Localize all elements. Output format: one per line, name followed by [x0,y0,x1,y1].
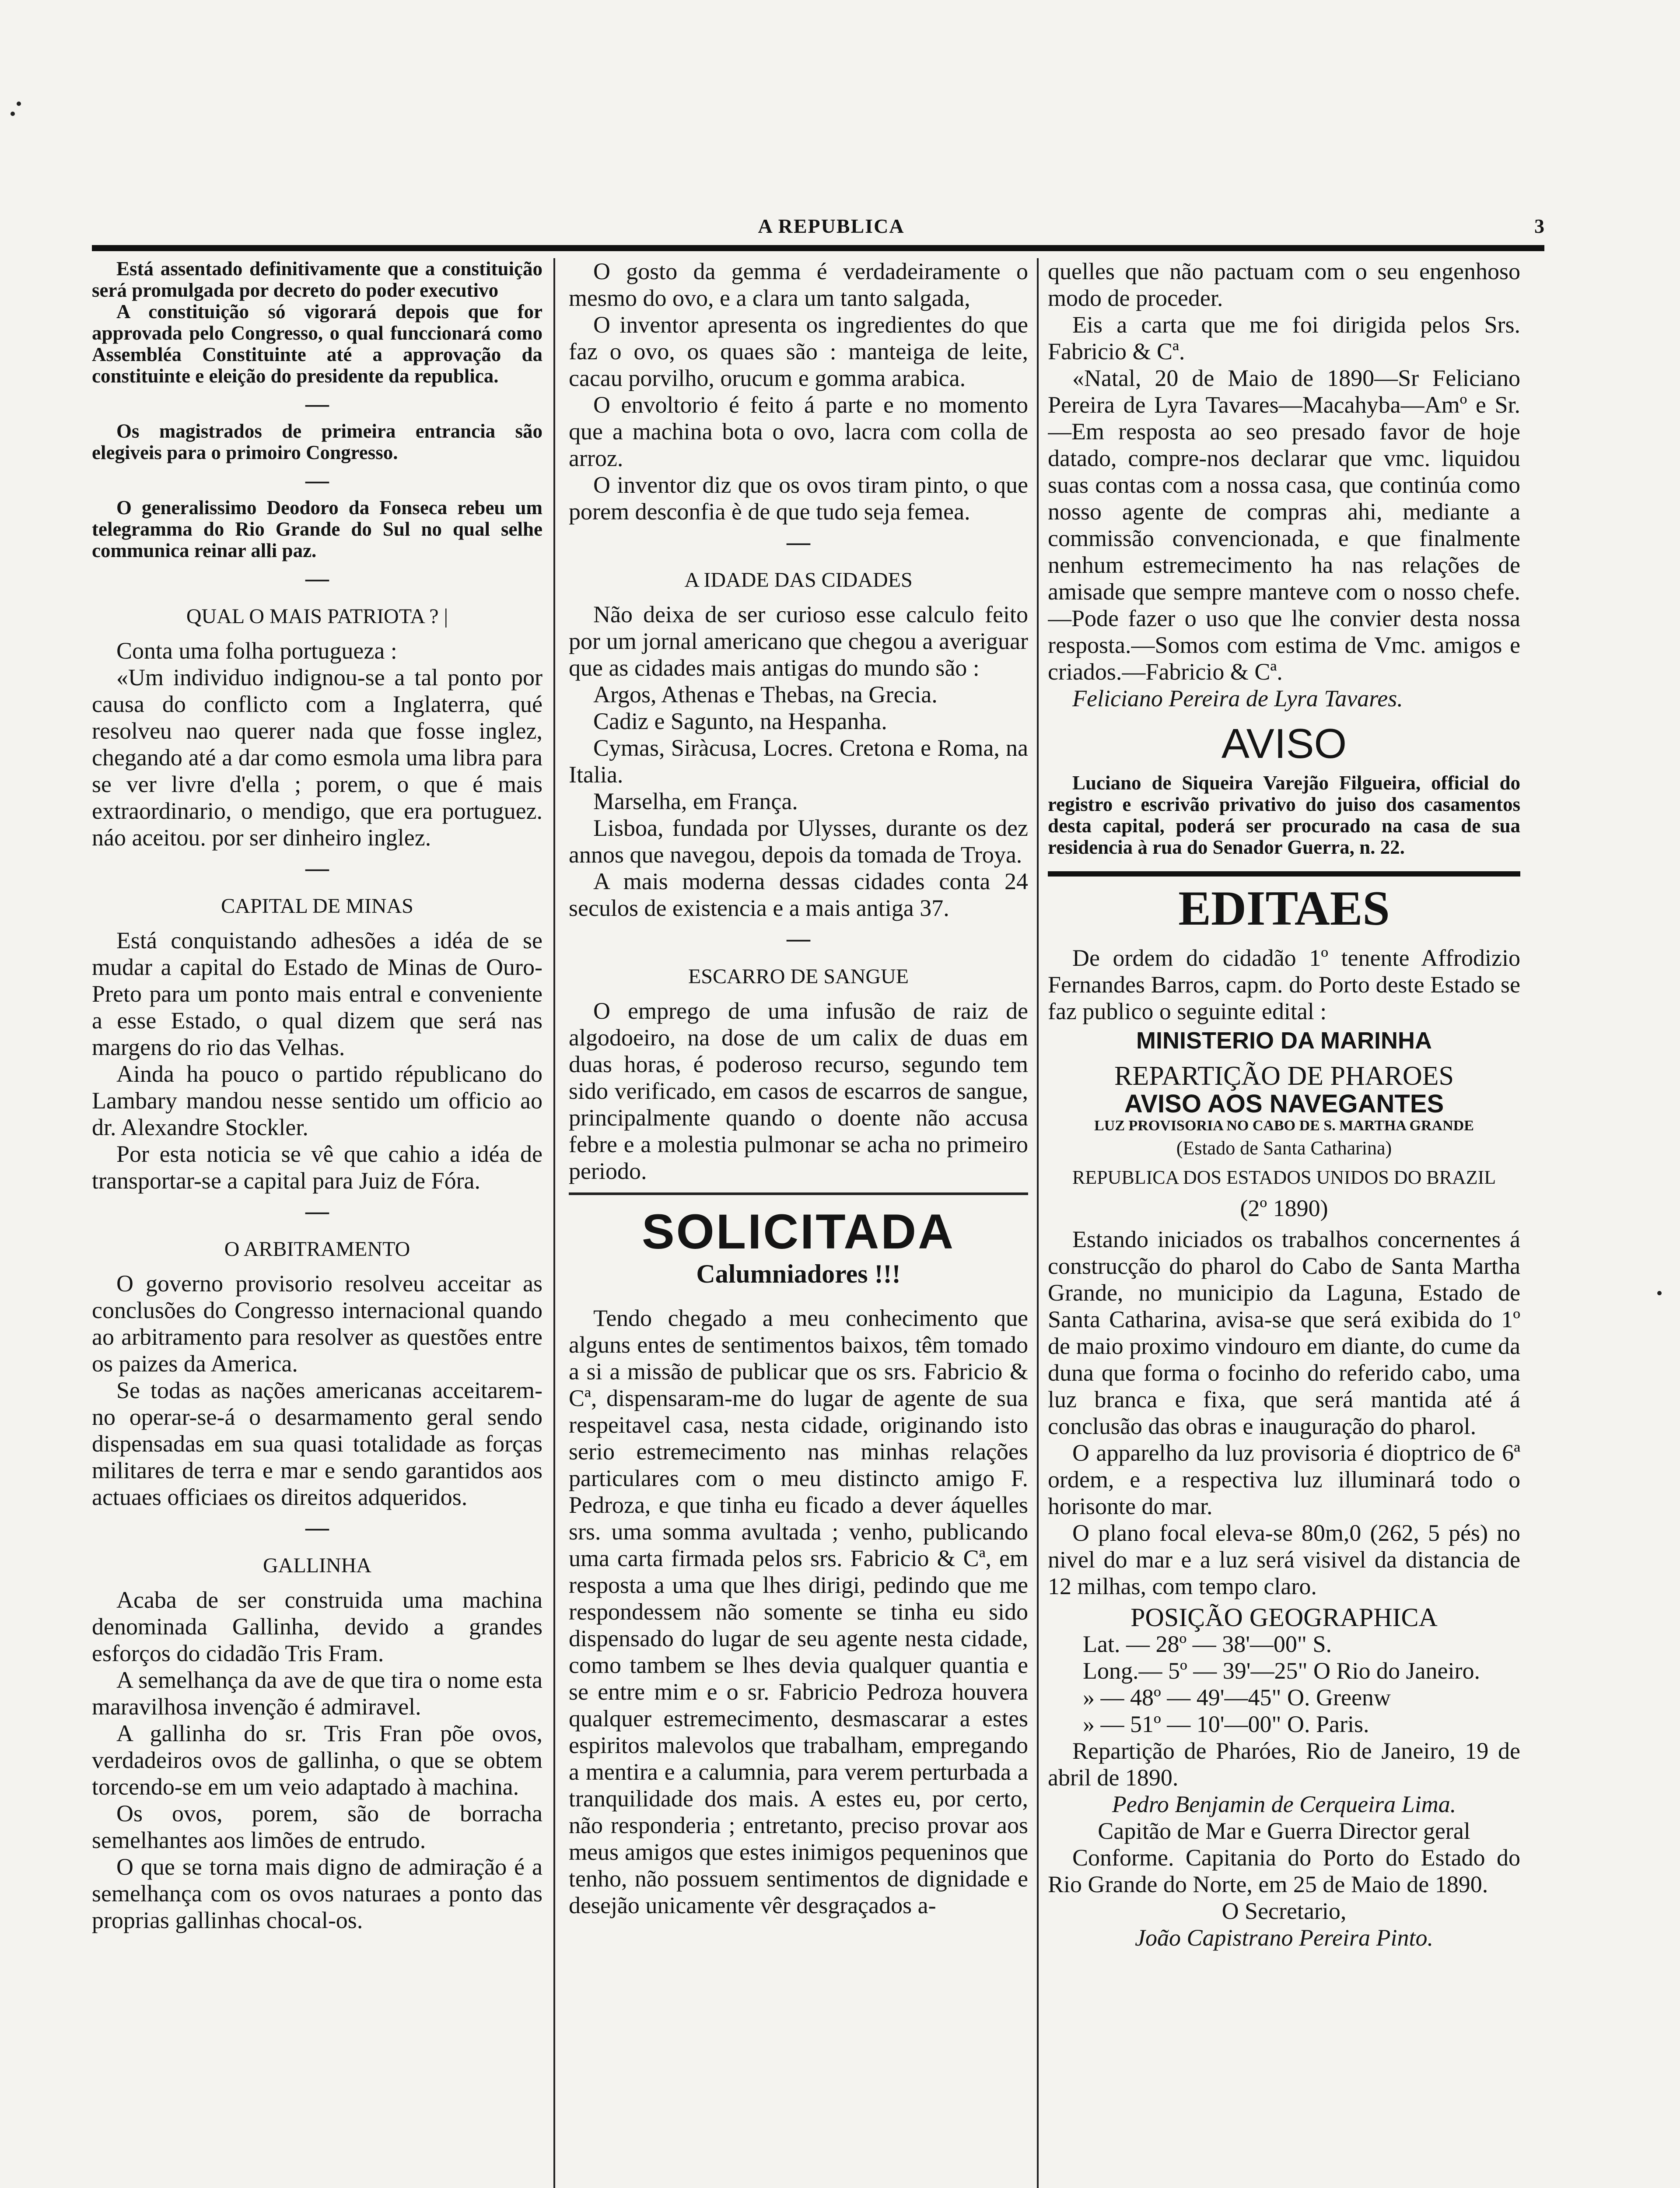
coordinate-line: Lat. — 28º — 38'—00" S. [1083,1631,1332,1657]
ink-speck [10,112,15,116]
article-paragraph: A constituição só vigorará depois que for approvada pelo Congresso, o qual funccionará como Assembléa Constituinte até a approvação da constituinte e eleição do presidente da republica. [92,301,542,387]
separator: — [305,1198,329,1224]
separator: — [305,1514,329,1540]
article-paragraph: Os ovos, porem, são de borracha semelhantes aos limões de entrudo. [92,1800,542,1853]
article-paragraph: Acaba de ser construida uma machina denominada Gallinha, devido a grandes esforços do cidadão Tris Fram. [92,1587,542,1666]
state-subheading: (Estado de Santa Catharina) [1176,1137,1392,1159]
separator: — [305,855,329,881]
separator: — [305,390,329,417]
signature-title: Capitão de Mar e Guerra Director geral [1098,1818,1470,1844]
article-paragraph: Está assentado definitivamente que a constituição será promulgada por decreto do poder executivo [92,258,542,301]
article-paragraph: Os magistrados de primeira entrancia são elegiveis para o primoiro Congresso. [92,420,542,463]
article-paragraph: O que se torna mais digno de admiração é a semelhança com os ovos naturaes a ponto das proprias gallinhas chocal-os. [92,1854,542,1933]
article-paragraph: Marselha, em França. [593,788,798,814]
column-1 [92,258,542,2188]
aviso-heading: AVISO [1221,720,1347,767]
article-paragraph: Cadiz e Sagunto, na Hespanha. [593,708,887,734]
edict-paragraph: O apparelho da luz provisoria é dioptrico de 6ª ordem, e a respectiva luz illuminará todo o horisonte do mar. [1048,1440,1520,1519]
letter-paragraph: «Natal, 20 de Maio de 1890—Sr Feliciano Pereira de Lyra Tavares—Macahyba—Amº e Sr.—Em resposta ao seo presado favor de hoje datado, compre-nos declarar que vmc. liquidou suas contas com a nossa casa, que continúa como nosso agente de compras ahi, mediante a commissão convencionada, e que finalmente nenhum estremecimento ha nas relações de amisade que sempre manteve com o nosso chefe.—Pode fazer o uso que lhe convier desta nossa resposta.—Somos com estima de Vmc. amigos e criados.—Fabricio & Cª. [1048,365,1520,685]
article-paragraph: O inventor apresenta os ingredientes do que faz o ovo, os quaes são : manteiga de leite, cacau porvilho, orucum e gomma arabica. [569,312,1028,391]
column-rule [1037,258,1039,2188]
article-paragraph: O envoltorio é feito á parte e no momento que a machina bota o ovo, lacra com colla de arroz. [569,392,1028,471]
separator: — [305,565,329,591]
article-paragraph: Eis a carta que me foi dirigida pelos Srs. Fabricio & Cª. [1048,312,1520,365]
article-paragraph: quelles que não pactuam com o seu engenhoso modo de proceder. [1048,258,1520,311]
notice-number: (2º 1890) [1240,1195,1328,1221]
article-paragraph: O generalissimo Deodoro da Fonseca rebeu um telegramma do Rio Grande do Sul no qual selhe communica reinar alli paz. [92,497,542,561]
edict-paragraph: Estando iniciados os trabalhos concernentes á construcção do pharol do Cabo de Santa Martha Grande, no municipio da Laguna, Estado de Santa Catharina, avisa-se que será exibida do 1º de maio proximo vindouro em diante, do cume da duna que forma o focinho do referido cabo, uma luz branca e fixa, que será mantida até á conclusão das obras e inauguração do pharol. [1048,1226,1520,1439]
edict-paragraph: De ordem do cidadão 1º tenente Affrodizio Fernandes Barros, capm. do Porto deste Estado se faz publico o seguinte edital : [1048,945,1520,1024]
article-paragraph: O gosto da gemma é verdadeiramente o mesmo do ovo, e a clara um tanto salgada, [569,258,1028,311]
page-number: 3 [1534,215,1544,237]
coordinate-line: » — 48º — 49'—45" O. Greenw [1083,1684,1391,1711]
article-paragraph: Ainda ha pouco o partido républicano do Lambary mandou nesse sentido um officio ao dr. Alexandre Stockler. [92,1061,542,1140]
article-paragraph: Cymas, Siràcusa, Locres. Cretona e Roma, na Italia. [569,735,1028,788]
coordinate-line: Long.— 5º — 39'—25" O Rio do Janeiro. [1083,1658,1480,1684]
calumniadores-heading: Calumniadores !!! [696,1259,901,1288]
column-rule [553,258,555,2188]
notice-paragraph: Luciano de Siqueira Varejão Filgueira, official do registro e escrivão privativo do juiso dos casamentos desta capital, poderá ser procurado na casa de sua residencia à rua do Senador Guerra, n. 22. [1048,772,1520,858]
article-paragraph: Não deixa de ser curioso esse calculo feito por um jornal americano que chegou a averiguar que as cidades mais antigas do mundo são : [569,601,1028,681]
article-paragraph: Tendo chegado a meu conhecimento que alguns entes de sentimentos baixos, têm tomado a si a missão de publicar que os srs. Fabricio & Cª, dispensaram-me do lugar de agente de sua respeitavel casa, nesta cidade, originando isto serio estremecimento nas minhas relações particulares com o meu distincto amigo F. Pedroza, e que tinha eu ficado a dever áquelles srs. uma somma avultada ; venho, publicando uma carta firmada pelos srs. Fabricio & Cª, em resposta a uma que lhes dirigi, pedindo que me respondessem não somente se tinha eu sido dispensado do lugar de seu agente nesta cidade, como tambem se lhes devia qualquer quantia e se entre mim e o sr. Fabricio Pedroza houvera qualquer estremecimento, desmascarar a estes espiritos malevolos que trabalham, empregando a mentira e a calumnia, para verem perturbada a tranquilidade dos mais. A estes eu, por certo, não responderia ; entretanto, preciso provar aos meus amigos que estes inimigos pequeninos que tenho, não possuem sentimentos de dignidade e desejão unicamente vêr desgraçados a- [569,1305,1028,1918]
coordinate-line: » — 51º — 10'—00" O. Paris. [1083,1711,1369,1737]
article-paragraph: Conta uma folha portugueza : [116,638,397,664]
masthead [92,214,1544,251]
paper-title: A REPUBLICA [758,215,905,237]
letter-signature: Feliciano Pereira de Lyra Tavares. [1072,685,1403,712]
republic-subheading: REPUBLICA DOS ESTADOS UNIDOS DO BRAZIL [1072,1167,1496,1188]
article-paragraph: O emprego de uma infusão de raiz de algodoeiro, na dose de um calix de duas em duas horas, é poderoso recurso, segundo tem sido verificado, em casos de escarros de sangue, principalmente quando o doente não accusa febre e a molestia pulmonar se acha no primeiro periodo. [569,998,1028,1184]
column-2 [569,258,1028,2188]
section-heading: QUAL O MAIS PATRIOTA ? | [186,605,448,628]
section-heading: GALLINHA [263,1554,371,1577]
article-paragraph: Por esta noticia se vê que cahio a idéa de transportar-se a capital para Juiz de Fóra. [92,1141,542,1194]
article-paragraph: Está conquistando adhesões a idéa de se mudar a capital do Estado de Minas de Ouro-Preto para um ponto mais entral e conveniente a esse Estado, o qual dizem que será nas margens do rio das Velhas. [92,927,542,1060]
edict-paragraph: Conforme. Capitania do Porto do Estado do Rio Grande do Norte, em 25 de Maio de 1890. [1048,1844,1520,1897]
article-paragraph: Argos, Athenas e Thebas, na Grecia. [593,681,938,708]
section-rule [569,1192,1028,1195]
article-paragraph: A mais moderna dessas cidades conta 24 seculos de existencia e a mais antiga 37. [569,868,1028,921]
section-heading: CAPITAL DE MINAS [221,894,413,918]
column-3 [1048,258,1520,2188]
article-paragraph: O governo provisorio resolveu acceitar as conclusões do Congresso internacional quando ao arbitramento para resolver as questões entre os paizes da America. [92,1270,542,1377]
edict-paragraph: Repartição de Pharóes, Rio de Janeiro, 19 de abril de 1890. [1048,1738,1520,1791]
article-paragraph: A gallinha do sr. Tris Fran põe ovos, verdadeiros ovos de gallinha, o que se obtem torcendo-se em um veio adaptado à machina. [92,1720,542,1800]
article-paragraph: «Um individuo indignou-se a tal ponto por causa do conflicto com a Inglaterra, qué resolveu nao querer nada que fosse inglez, chegando até a dar como esmola uma libra para se ver livre d'ella ; porem, o que é mais extraordinario, o mendigo, que era portuguez. náo aceitou. por ser dinheiro inglez. [92,664,542,851]
ministry-heading: MINISTERIO DA MARINHA [1136,1027,1432,1054]
article-paragraph: Se todas as nações americanas acceitarem-no operar-se-á o desarmamento geral sendo dispensadas em sua quasi totalidade as forças militares de terra e mar e sendo garantidos aos actuaes officiaes os direitos adqueridos. [92,1377,542,1510]
article-paragraph: O inventor diz que os ovos tiram pinto, o que porem desconfia è de que tudo seja femea. [569,472,1028,525]
edict-paragraph: O plano focal eleva-se 80m,0 (262, 5 pés) no nivel do mar e a luz será visivel da distancia de 12 milhas, com tempo claro. [1048,1520,1520,1599]
secretary-label: O Secretario, [1222,1898,1347,1924]
signature: João Capistrano Pereira Pinto. [1135,1925,1433,1951]
notice-to-mariners-heading: AVISO AOS NAVEGANTES [1124,1090,1444,1118]
editaes-heading: EDITAES [1048,871,1520,936]
separator: — [305,467,329,493]
position-heading: POSIÇÃO GEOGRAPHICA [1130,1603,1438,1632]
ink-speck [1657,1291,1662,1295]
solicitada-heading: SOLICITADA [641,1204,956,1259]
article-paragraph: A semelhança da ave de que tira o nome esta maravilhosa invenção é admiravel. [92,1667,542,1720]
ink-speck [17,102,21,106]
article-paragraph: Lisboa, fundada por Ulysses, durante os dez annos que navegou, depois da tomada de Troya. [569,815,1028,868]
signature: Pedro Benjamin de Cerqueira Lima. [1112,1791,1456,1817]
separator: — [787,529,810,555]
department-heading: REPARTIÇÃO DE PHAROES [1114,1061,1454,1091]
section-heading: A IDADE DAS CIDADES [684,568,913,592]
separator: — [787,925,810,951]
section-heading: O ARBITRAMENTO [224,1238,410,1261]
light-subheading: LUZ PROVISORIA NO CABO DE S. MARTHA GRANDE [1094,1118,1474,1134]
section-heading: ESCARRO DE SANGUE [688,965,909,988]
